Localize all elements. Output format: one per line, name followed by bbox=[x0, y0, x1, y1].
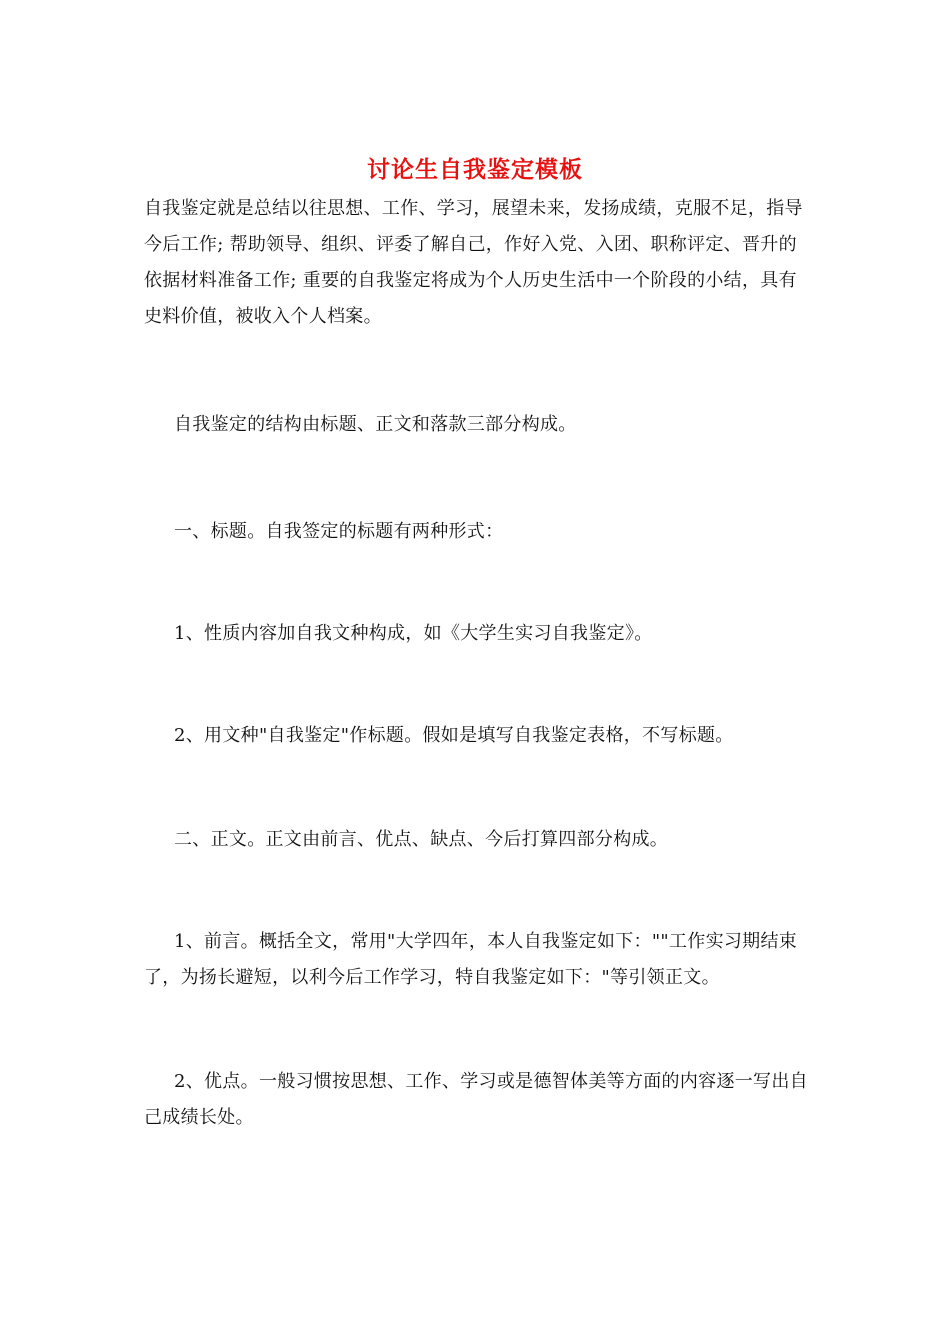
section-title-heading: 一、标题。自我签定的标题有两种形式： bbox=[174, 521, 504, 542]
structure-paragraph: 自我鉴定的结构由标题、正文和落款三部分构成。 bbox=[174, 414, 577, 435]
title-form-1: 1、性质内容加自我文种构成，如《大学生实习自我鉴定》。 bbox=[174, 623, 653, 644]
document-title: 讨论生自我鉴定模板 bbox=[367, 157, 583, 183]
section-body-heading: 二、正文。正文由前言、优点、缺点、今后打算四部分构成。 bbox=[174, 829, 669, 850]
title-form-2: 2、用文种"自我鉴定"作标题。假如是填写自我鉴定表格，不写标题。 bbox=[174, 725, 734, 746]
intro-paragraph: 自我鉴定就是总结以往思想、工作、学习，展望未来，发扬成绩，克服不足，指导今后工作; 帮助领导、组织、评委了解自己，作好入党、入团、职称评定、晋升的依据材料准备工作; 重要的自我鉴定将成为个人历史生活中一个阶段的小结，具有史料价值，被收入个人档案。 bbox=[144, 198, 803, 327]
body-strengths-paragraph: 2、优点。一般习惯按思想、工作、学习或是德智体美等方面的内容逐一写出自己成绩长处。 bbox=[144, 1071, 808, 1128]
body-preface-paragraph: 1、前言。概括全文，常用"大学四年，本人自我鉴定如下：""工作实习期结束了，为扬长避短，以利今后工作学习，特自我鉴定如下："等引领正文。 bbox=[144, 931, 798, 988]
